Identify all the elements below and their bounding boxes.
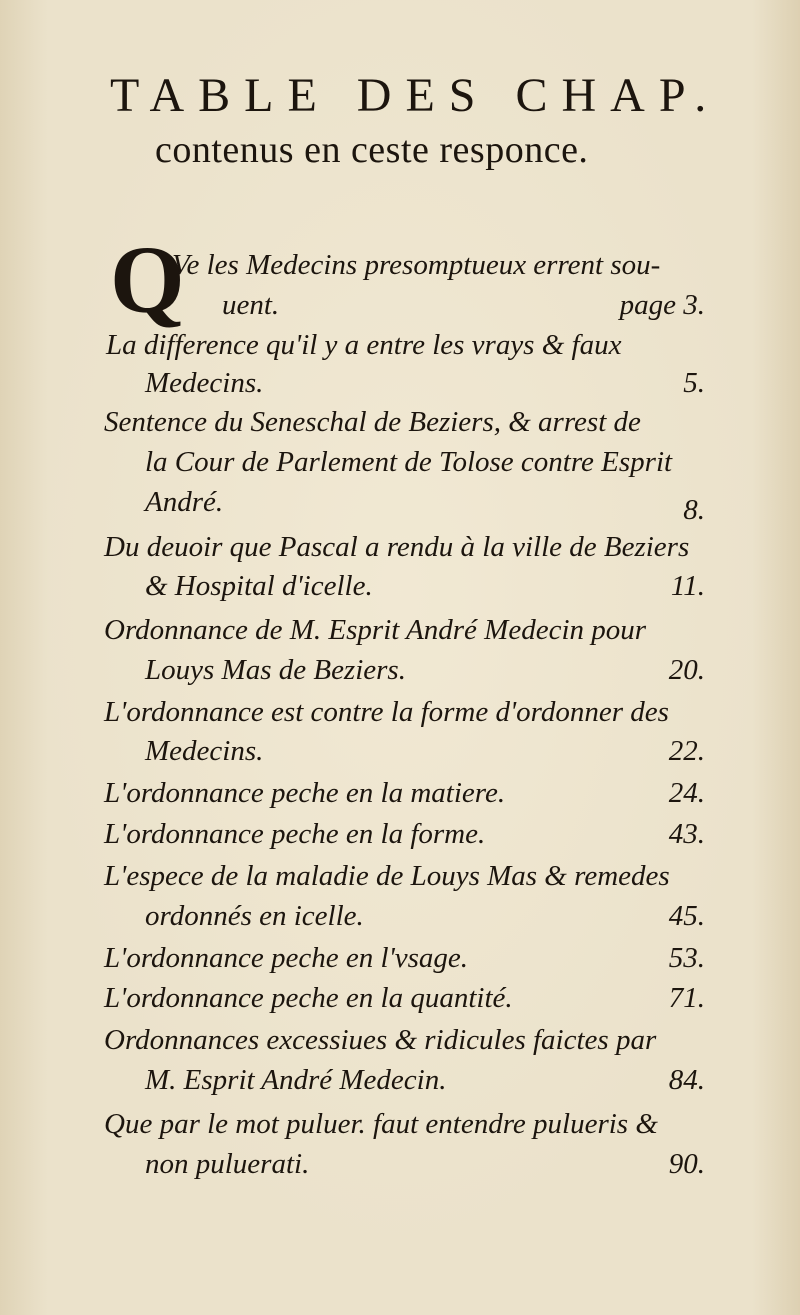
toc-entry-line: L'ordonnance peche en l'vsage. bbox=[104, 942, 469, 974]
toc-entry-line: Medecins. bbox=[145, 735, 264, 767]
toc-entry-line: L'ordonnance peche en la matiere. bbox=[104, 777, 506, 809]
toc-page-number: 22. bbox=[668, 735, 705, 767]
toc-entry-line: Que par le mot puluer. faut entendre pulueris & bbox=[104, 1108, 658, 1140]
toc-entry-line: non puluerati. bbox=[145, 1148, 310, 1180]
toc-page-number: 11. bbox=[670, 570, 705, 602]
toc-page-number: page 3. bbox=[619, 289, 705, 321]
toc-entry-line: Medecins. bbox=[145, 367, 264, 399]
toc-page-number: 24. bbox=[668, 777, 705, 809]
page-subtitle: contenus en ceste responce. bbox=[155, 129, 589, 171]
toc-entry-line: André. bbox=[145, 486, 224, 518]
toc-entry-line: la Cour de Parlement de Tolose contre Esprit bbox=[145, 446, 673, 478]
toc-page-number: 90. bbox=[668, 1148, 705, 1180]
toc-page-number: 71. bbox=[668, 982, 705, 1014]
drop-capital: Q bbox=[110, 226, 185, 333]
toc-entry-line: Sentence du Seneschal de Beziers, & arrest de bbox=[104, 406, 641, 438]
toc-page-number: 53. bbox=[668, 942, 705, 974]
toc-entry-line: M. Esprit André Medecin. bbox=[145, 1064, 447, 1096]
toc-entry-line: Louys Mas de Beziers. bbox=[145, 654, 406, 686]
page-title: TABLE DES CHAP. bbox=[110, 69, 721, 122]
toc-page-number: 45. bbox=[668, 900, 705, 932]
toc-page-number: 84. bbox=[668, 1064, 705, 1096]
toc-entry-line: L'espece de la maladie de Louys Mas & remedes bbox=[104, 860, 670, 892]
toc-entry-line: ordonnés en icelle. bbox=[145, 900, 364, 932]
toc-entry-line: Du deuoir que Pascal a rendu à la ville de Beziers bbox=[104, 531, 690, 563]
toc-entry-line: L'ordonnance peche en la forme. bbox=[104, 818, 486, 850]
toc-entry-line: & Hospital d'icelle. bbox=[145, 570, 373, 602]
toc-page-number: 20. bbox=[668, 654, 705, 686]
toc-entry-line: L'ordonnance est contre la forme d'ordonner des bbox=[104, 696, 669, 728]
toc-page-number: 43. bbox=[668, 818, 705, 850]
toc-entry-line: uent. bbox=[222, 289, 280, 321]
toc-page-number: 8. bbox=[683, 494, 705, 526]
toc-entry-line: Ve les Medecins presomptueux errent sou- bbox=[172, 249, 661, 281]
toc-entry-line: L'ordonnance peche en la quantité. bbox=[104, 982, 513, 1014]
toc-entry-line: Ordonnances excessiues & ridicules faictes par bbox=[104, 1024, 657, 1056]
toc-page-number: 5. bbox=[683, 367, 705, 399]
toc-entry-line: La difference qu'il y a entre les vrays & faux bbox=[106, 329, 622, 361]
toc-entry-line: Ordonnance de M. Esprit André Medecin pour bbox=[104, 614, 647, 646]
